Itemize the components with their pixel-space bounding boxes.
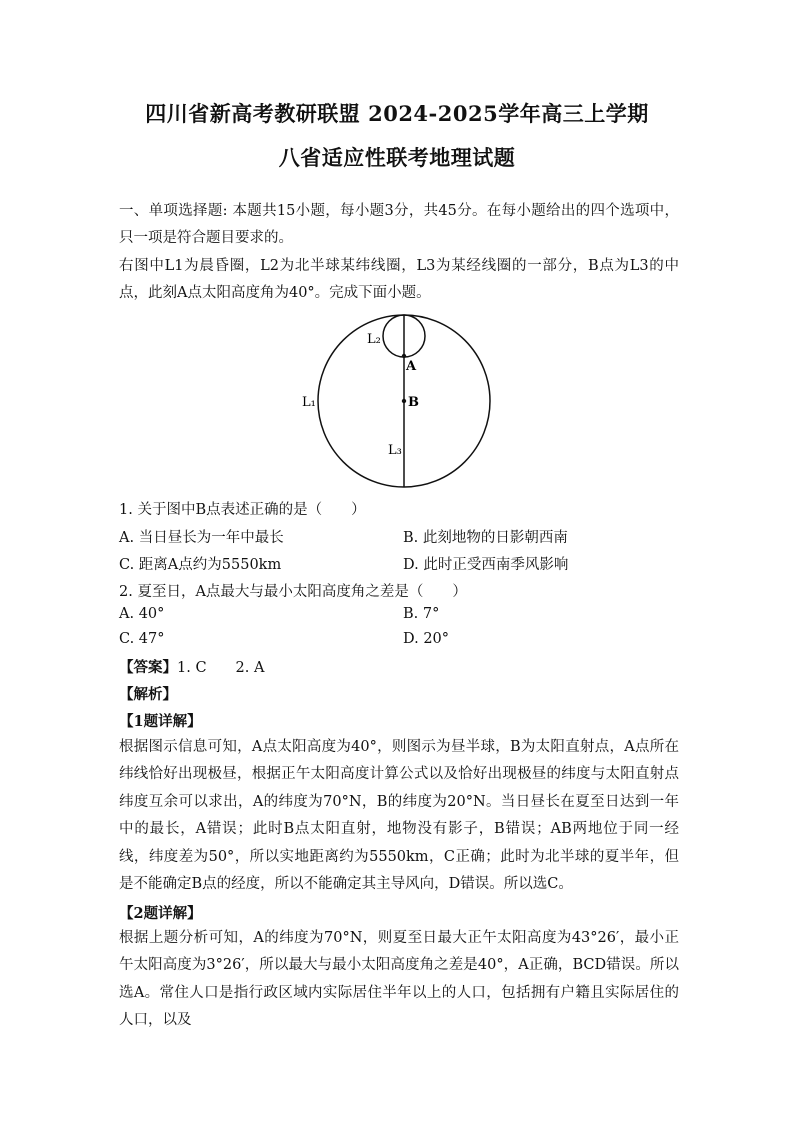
q1-option-c: C. 距离A点约为5550km [119, 557, 282, 573]
label-A: A [406, 359, 417, 374]
answer-label: 【答案】 [119, 659, 177, 676]
q1-option-d: D. 此时正受西南季风影响 [403, 557, 569, 573]
question-intro: 右图中L1为晨昏圈，L2为北半球某纬线圈，L3为某经线圈的一部分，B点为L3的中点，此刻A点太阳高度角为40°。完成下面小题。 [119, 258, 679, 302]
label-B: B [408, 395, 419, 410]
q1-option-a: A. 当日昼长为一年中最长 [119, 530, 284, 546]
detail2-label: 【2题详解】 [119, 905, 202, 922]
analysis-label: 【解析】 [119, 686, 177, 703]
label-L1: L₁ [302, 395, 316, 410]
q2-stem: 2. 夏至日，A点最大与最小太阳高度角之差是（ ） [119, 584, 467, 600]
figure-diagram [290, 308, 510, 493]
answer-line [119, 656, 264, 677]
detail1-label: 【1题详解】 [119, 713, 202, 730]
label-L3: L₃ [388, 443, 402, 458]
point-B [402, 399, 406, 403]
section-instructions: 一、单项选择题: 本题共15小题，每小题3分，共45分。在每小题给出的四个选项中，只一项是符合题目要求的。 [119, 203, 679, 247]
q1-option-b: B. 此刻地物的日影朝西南 [403, 530, 568, 546]
detail1-text: 根据图示信息可知，A点太阳高度为40°，则图示为昼半球，B为太阳直射点，A点所在纬线恰好出现极昼，根据正午太阳高度计算公式以及恰好出现极昼的纬度与太阳直射点纬度互余可以求出，A的纬度为70°N，B的纬度为20°N。当日昼长在夏至日达到一年中的最长，A错误；此时B点太阳直射，地物没有影子，B错误；AB两地位于同一经线，纬度差为50°，所以实地距离约为5550km，C正确；此时为北半球的夏半年，但是不能确定B点的经度，所以不能确定其主导风向，D错误。所以选C。 [119, 739, 679, 893]
q2-option-a: A. 40° [119, 606, 165, 622]
q1-stem: 1. 关于图中B点表述正确的是（ ） [119, 502, 366, 518]
point-A [402, 354, 406, 358]
title-line-1: 四川省新高考教研联盟 2024-2025学年高三上学期 [145, 101, 649, 126]
q2-option-c: C. 47° [119, 631, 165, 647]
answer-text: 1. C 2. A [177, 660, 265, 676]
detail2-text: 根据上题分析可知，A的纬度为70°N，则夏至日最大正午太阳高度为43°26′，最小正午太阳高度为3°26′，所以最大与最小太阳高度角之差是40°，A正确，BCD错误。所以选A。常住人口是指行政区域内实际居住半年以上的人口，包括拥有户籍且实际居住的人口，以及 [119, 930, 679, 1029]
q2-option-b: B. 7° [403, 606, 440, 622]
title-line-2: 八省适应性联考地理试题 [278, 145, 516, 170]
label-L2: L₂ [367, 332, 381, 347]
q2-option-d: D. 20° [403, 631, 450, 647]
